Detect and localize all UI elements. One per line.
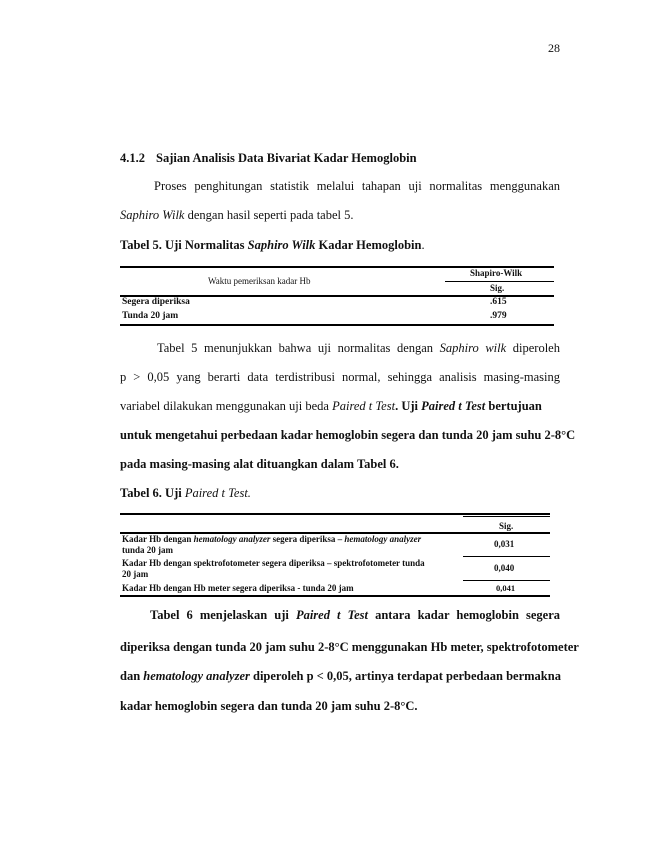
table6-col-header: Sig. [499,521,514,531]
table6-row2-value: 0,040 [494,563,515,573]
para1-line2-italic: Saphiro Wilk [120,208,185,222]
table5-caption-end: . [421,238,425,252]
table6-row1-italic2: hematology analyzer [344,534,422,544]
para3-line3-pre: dan [120,669,144,683]
para2-line1-post: diperoleh [506,341,560,355]
para3-line3 [120,669,560,684]
table6-top-rule [120,513,550,515]
table6-row1-mid: segera diperiksa – [270,534,345,544]
para2-line1-pre: Tabel 5 menunjukkan bahwa uji normalitas dengan [157,341,440,355]
section-heading [120,151,417,166]
table6-row3-value: 0,041 [496,583,516,593]
para2-line3 [120,399,560,414]
table6-row1-value: 0,031 [494,539,515,549]
para2-line3-italic: Paired t Test [332,399,396,413]
para3-line4: kadar hemoglobin segera dan tunda 20 jam suhu 2-8°C. [120,699,418,713]
page-number: 28 [548,41,560,55]
para1-line2 [120,208,560,223]
table6-caption-pre: Tabel 6. Uji [120,486,185,500]
table6-caption [120,486,251,501]
table6-row1-pre: Kadar Hb dengan [122,534,194,544]
table6-row1-label-cont: tunda 20 jam [122,545,174,555]
table6-row3-label: Kadar Hb dengan Hb meter segera diperiksa - tunda 20 jam [122,583,354,593]
table5-bottom-rule [120,324,554,326]
table6-row2-label: Kadar Hb dengan spektrofotometer segera diperiksa – spektrofotometer tunda [122,558,425,568]
table6-row2-rule [463,580,550,581]
para2-line3-mid: . Uji [395,399,422,413]
para2-line1-italic: Saphiro wilk [439,341,507,355]
para1-line1: Proses penghitungan statistik melalui tahapan uji normalitas menggunakan [154,179,560,193]
table5-col1-header: Waktu pemeriksan kadar Hb [208,276,311,286]
table5-caption [120,238,425,253]
para3-line3-italic: hematology analyzer [143,669,250,683]
para2-line5: pada masing-masing alat dituangkan dalam Tabel 6. [120,457,399,471]
table6-bottom-rule [120,595,550,597]
para2-line2: p > 0,05 yang berarti data terdistribusi normal, sehingga analisis masing-masing [120,370,560,384]
para3-line1 [120,608,560,623]
section-number: 4.1.2 [120,151,145,165]
para2-line4: untuk mengetahui perbedaan kadar hemoglobin segera dan tunda 20 jam suhu 2-8°C [120,428,576,442]
table5-caption-post: Kadar Hemoglobin [315,238,422,252]
table5-row2-value: .979 [490,311,507,321]
para3-line3-post: diperoleh p < 0,05, artinya terdapat perbedaan bermakna [249,669,561,683]
para2-line3-post: bertujuan [485,399,542,413]
section-title: Sajian Analisis Data Bivariat Kadar Hemoglobin [156,151,417,165]
para2-line3-pre: variabel dilakukan menggunakan uji beda [120,399,333,413]
table6-caption-italic: Paired t Test. [184,486,251,500]
para2-line3-bolditalic: Paired t Test [421,399,486,413]
table6-row1-label [122,534,421,544]
para2-line1 [120,341,560,356]
para1-line2-rest: dengan hasil seperti pada tabel 5. [184,208,354,222]
para3-line1-pre: Tabel 6 menjelaskan uji [150,608,296,622]
table6-row1-italic1: hematology analyzer [193,534,271,544]
table6-row2-label-cont: 20 jam [122,569,149,579]
para3-line1-post: antara kadar hemoglobin segera [368,608,560,622]
para3-line2: diperiksa dengan tunda 20 jam suhu 2-8°C menggunakan Hb meter, spektrofotometer [120,640,579,654]
table6-row1-rule [463,556,550,557]
para3-line1-italic: Paired t Test [295,608,368,622]
table5-caption-italic: Saphiro Wilk [247,238,316,252]
table5-caption-pre: Tabel 5. Uji Normalitas [120,238,248,252]
table5-row1-value: .615 [490,297,507,307]
table5-col2-header: Shapiro-Wilk [470,268,523,278]
table5-row1-label: Segera diperiksa [122,297,190,307]
table5-col2-subheader: Sig. [490,283,505,293]
table5-row2-label: Tunda 20 jam [122,311,179,321]
table5-sub-rule [445,281,554,282]
table6-header-toprule [463,516,550,517]
